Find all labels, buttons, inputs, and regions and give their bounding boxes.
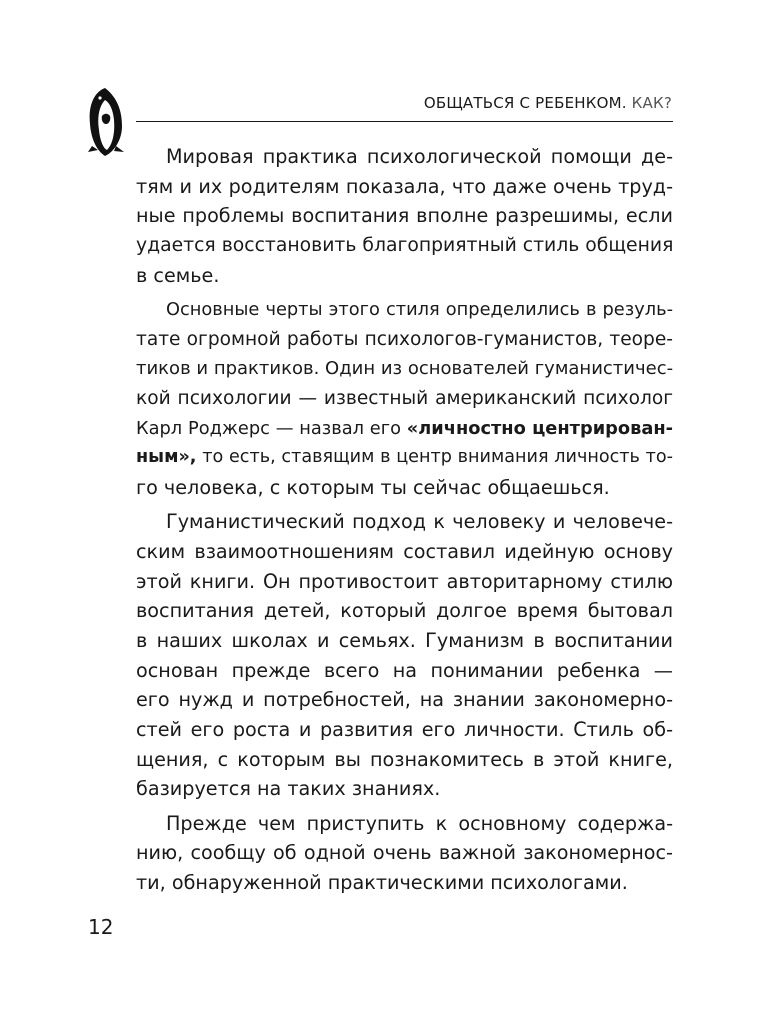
paragraph bbox=[136, 142, 673, 290]
text-line: стей его роста и развития его личности. Стиль об- bbox=[136, 718, 673, 742]
text-line: ским взаимоотношениям составил идейную основу bbox=[136, 539, 673, 563]
text-line: тям и их родителям показала, что даже очень труд- bbox=[136, 174, 673, 198]
text-line: Прежде чем приступить к основному содержа- bbox=[166, 811, 673, 835]
emphasis-text: ным», bbox=[136, 447, 197, 468]
text-line: Гуманистический подход к человеку и человече- bbox=[166, 510, 673, 534]
text-line: ные проблемы воспитания вполне разрешимы, если bbox=[136, 204, 673, 228]
text-run: то есть, ставящим в центр внимания личность то- bbox=[196, 447, 673, 468]
text-line: го человека, с которым ты сейчас общаешься. bbox=[136, 476, 610, 500]
text-line: тате огромной работы психологов-гуманистов, теоре- bbox=[136, 328, 673, 350]
text-line: щения, с которым вы познакомитесь в этой книге, bbox=[136, 747, 673, 771]
text-line: удается восстановить благоприятный стиль общения bbox=[136, 235, 674, 257]
text-line: ти, обнаруженной практическими психологами. bbox=[136, 871, 628, 894]
page-number: 12 bbox=[88, 915, 114, 939]
running-header-title bbox=[424, 94, 672, 112]
header-rule bbox=[136, 121, 673, 122]
text-line: тиков и практиков. Один из основателей гуманистичес- bbox=[136, 358, 674, 380]
paragraph bbox=[136, 809, 673, 898]
text-line: базируется на таких знаниях. bbox=[136, 777, 441, 801]
text-line: кой психологии — известный американский психолог bbox=[136, 388, 673, 409]
text-line: этой книги. Он противостоит авторитарному стилю bbox=[136, 569, 673, 593]
text-run: Карл Роджерс — назвал его bbox=[136, 417, 407, 439]
text-line: Мировая практика психологической помощи де- bbox=[166, 145, 673, 168]
text-line: его нужд и потребностей, на знании закономерно- bbox=[136, 688, 673, 712]
text-line: в наших школах и семьях. Гуманизм в воспитании bbox=[136, 629, 673, 652]
body-text bbox=[136, 142, 673, 898]
text-line: в семье. bbox=[136, 263, 220, 287]
text-line bbox=[136, 414, 673, 444]
text-line bbox=[136, 443, 673, 473]
paragraph bbox=[136, 295, 673, 503]
emphasis-text: «личностно центрирован- bbox=[406, 417, 674, 439]
text-line: нию, сообщу об одной очень важной закономернос- bbox=[136, 841, 673, 865]
penguin-logo-icon bbox=[86, 86, 126, 158]
text-line: Основные черты этого стиля определились в резуль- bbox=[166, 298, 673, 320]
header-title-suffix: КАК? bbox=[631, 94, 672, 112]
paragraph bbox=[136, 507, 673, 804]
header-title-main: ОБЩАТЬСЯ С РЕБЕНКОМ. bbox=[423, 94, 627, 112]
text-line: воспитания детей, который долгое время бытовал bbox=[136, 599, 673, 623]
text-line: основан прежде всего на понимании ребенка — bbox=[136, 658, 673, 682]
